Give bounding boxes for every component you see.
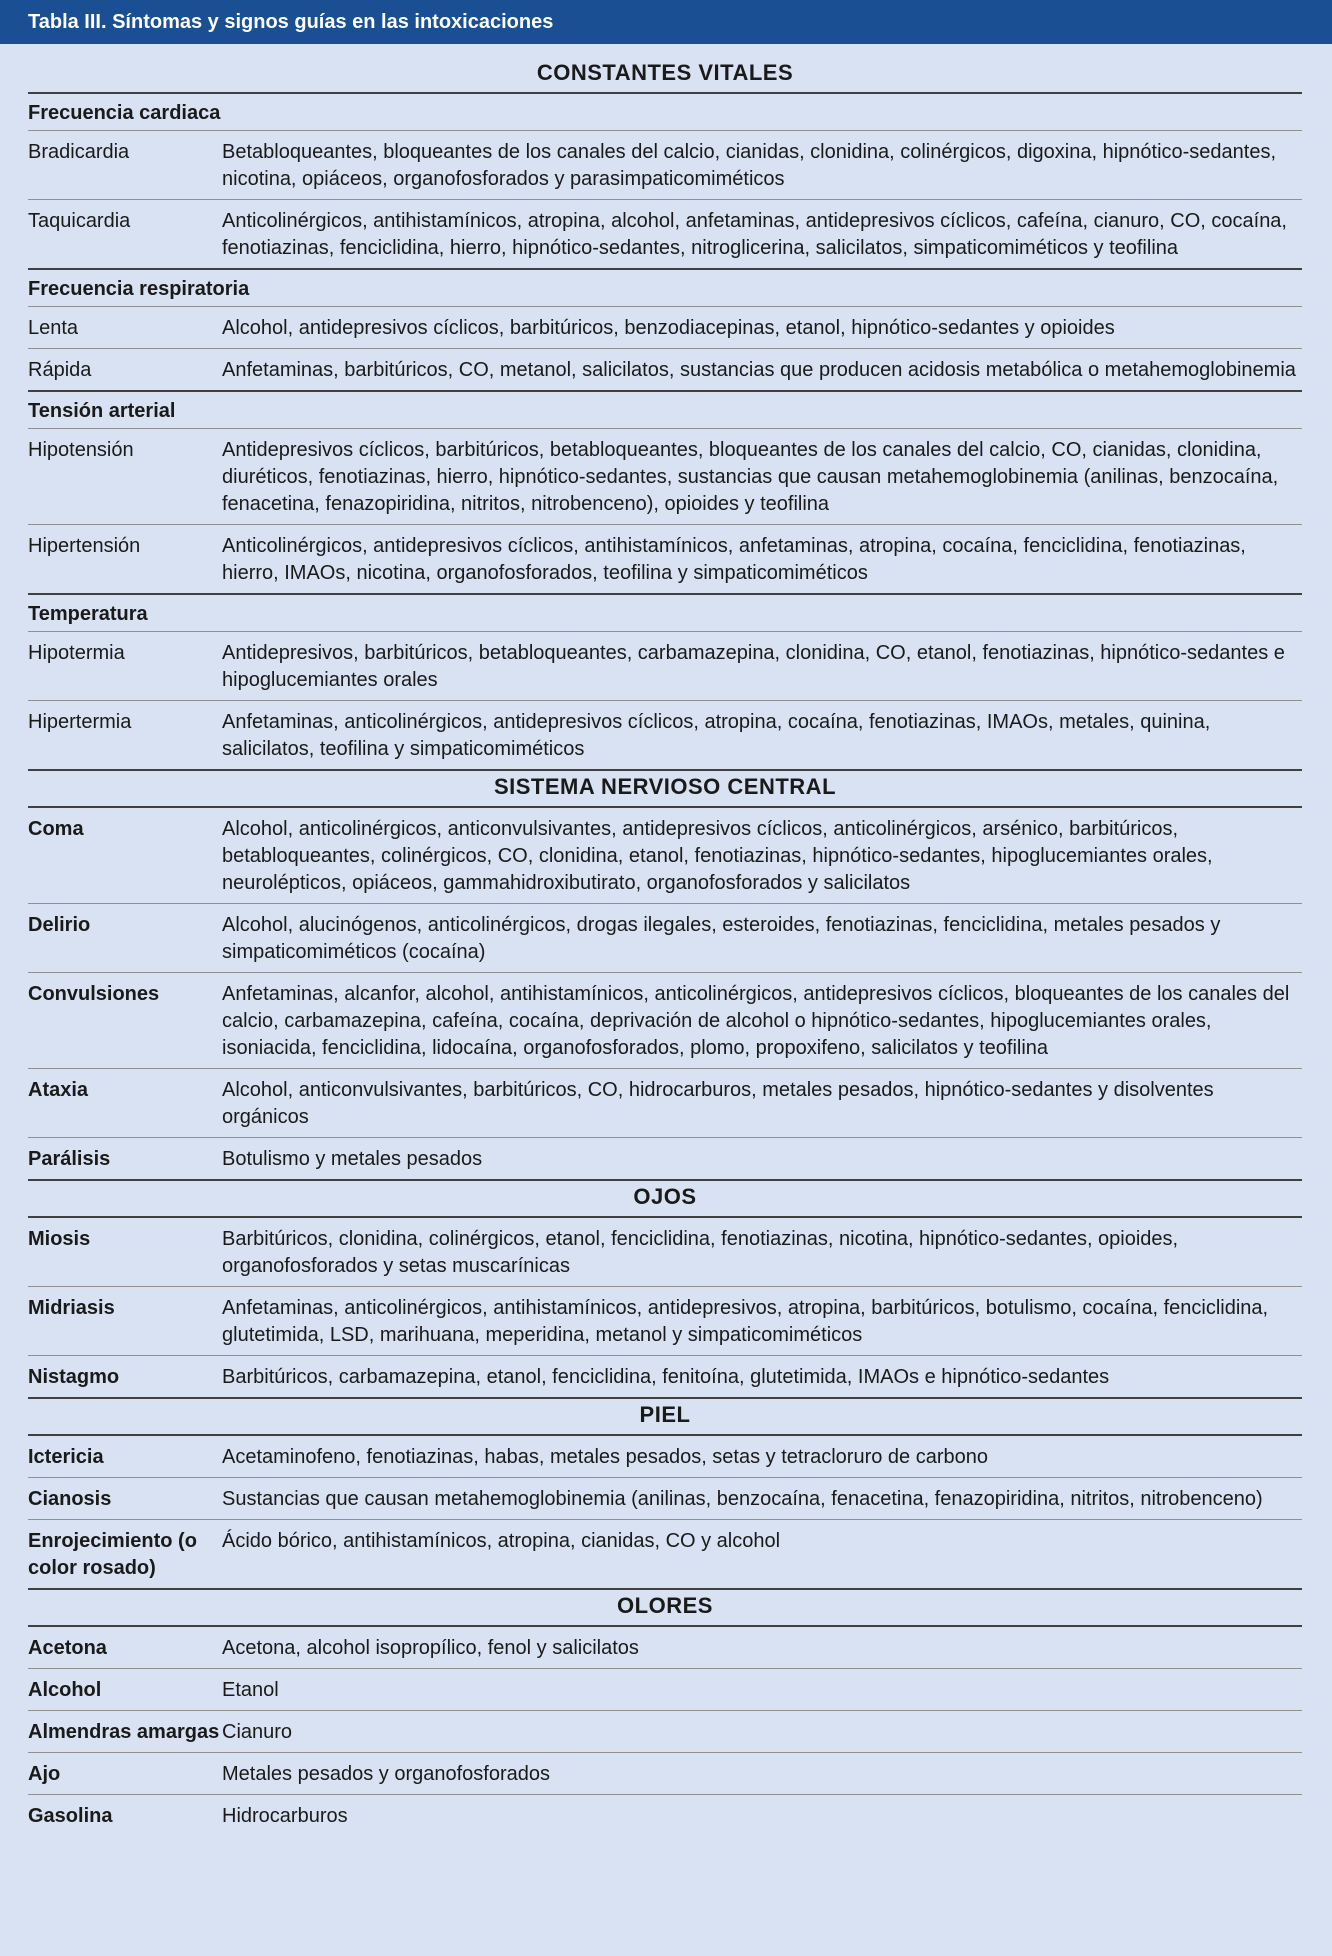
row-label: Parálisis <box>28 1148 111 1170</box>
row-text: Barbitúricos, clonidina, colinérgicos, etanol, fenciclidina, fenotiazinas, nicotina, hipnótico-sedantes, opioides, organofosforados y setas muscarínicas <box>222 1228 1179 1277</box>
table-row <box>28 904 1302 973</box>
row-text: Ácido bórico, antihistamínicos, atropina, cianidas, CO y alcohol <box>222 1530 781 1552</box>
table-row <box>28 1711 1302 1753</box>
row-label: Hipotermia <box>28 642 125 664</box>
section-heading-vitales: CONSTANTES VITALES <box>28 57 1302 94</box>
subheading-frecuencia-respiratoria: Frecuencia respiratoria <box>28 270 1302 307</box>
row-label: Bradicardia <box>28 141 130 163</box>
row-text: Etanol <box>222 1679 279 1701</box>
row-text: Anfetaminas, anticolinérgicos, antidepresivos cíclicos, atropina, cocaína, fenotiazinas, IMAOs, metales, quinina, salicilatos, teofilina y simpaticomiméticos <box>222 711 1211 760</box>
section-heading-ojos: OJOS <box>28 1181 1302 1218</box>
table-row <box>28 1356 1302 1399</box>
row-text: Alcohol, anticolinérgicos, anticonvulsivantes, antidepresivos cíclicos, anticolinérgicos, arsénico, barbitúricos, betabloqueantes, colinérgicos, CO, clonidina, etanol, fenotiazinas, hipnótico-sedantes, hipoglucemiantes orales, neurolépticos, opiáceos, gammahidroxibutirato, organofosforados y salicilatos <box>222 818 1213 894</box>
row-label: Cianosis <box>28 1488 112 1510</box>
row-text: Cianuro <box>222 1721 293 1743</box>
table-content <box>0 44 1332 1836</box>
row-text: Betabloqueantes, bloqueantes de los canales del calcio, cianidas, clonidina, colinérgicos, digoxina, hipnótico-sedantes, nicotina, opiáceos, organofosforados y parasimpaticomiméticos <box>222 141 1277 190</box>
table-row <box>28 1795 1302 1836</box>
row-text: Anfetaminas, alcanfor, alcohol, antihistamínicos, anticolinérgicos, antidepresivos cíclicos, bloqueantes de los canales del calcio, carbamazepina, cafeína, cocaína, deprivación de alcohol o hipnótico-sedantes, hipoglucemiantes orales, isoniacida, fenciclidina, lidocaína, organofosforados, plomo, propoxifeno, salicilatos y teofilina <box>222 983 1290 1059</box>
table-row <box>28 1627 1302 1669</box>
row-label: Rápida <box>28 359 92 381</box>
row-text: Anticolinérgicos, antidepresivos cíclicos, antihistamínicos, anfetaminas, atropina, cocaína, fenciclidina, fenotiazinas, hierro, IMAOs, nicotina, organofosforados, teofilina y simpaticomiméticos <box>222 535 1246 584</box>
row-text: Anfetaminas, anticolinérgicos, antihistamínicos, antidepresivos, atropina, barbitúricos, botulismo, cocaína, fenciclidina, glutetimida, LSD, marihuana, meperidina, metanol y simpaticomiméticos <box>222 1297 1269 1346</box>
table-row <box>28 307 1302 349</box>
row-text: Acetaminofeno, fenotiazinas, habas, metales pesados, setas y tetracloruro de carbono <box>222 1446 989 1468</box>
row-text: Antidepresivos cíclicos, barbitúricos, betabloqueantes, bloqueantes de los canales del calcio, CO, cianidas, clonidina, diuréticos, fenotiazinas, hierro, hipnótico-sedantes, sustancias que causan metahemoglobinemia (anilinas, benzocaína, fenacetina, fenazopiridina, nitritos, nitrobenceno), opioides y teofilina <box>222 439 1279 515</box>
table-title: Tabla III. Síntomas y signos guías en las intoxicaciones <box>0 0 1332 44</box>
row-label: Hipertensión <box>28 535 141 557</box>
table-row <box>28 973 1302 1069</box>
subheading-tension-arterial: Tensión arterial <box>28 392 1302 429</box>
table-row <box>28 701 1302 771</box>
table-row <box>28 1069 1302 1138</box>
table-row <box>28 1753 1302 1795</box>
row-label: Enrojecimiento (o color rosado) <box>28 1530 197 1579</box>
row-text: Barbitúricos, carbamazepina, etanol, fenciclidina, fenitoína, glutetimida, IMAOs e hipnótico-sedantes <box>222 1366 1110 1388</box>
table-row <box>28 808 1302 904</box>
table-row <box>28 1436 1302 1478</box>
table-row <box>28 1520 1302 1590</box>
table-row <box>28 1287 1302 1356</box>
row-text: Hidrocarburos <box>222 1805 348 1827</box>
table-row <box>28 1669 1302 1711</box>
row-text: Sustancias que causan metahemoglobinemia (anilinas, benzocaína, fenacetina, fenazopiridina, nitritos, nitrobenceno) <box>222 1488 1263 1510</box>
row-text: Antidepresivos, barbitúricos, betabloqueantes, carbamazepina, clonidina, CO, etanol, fenotiazinas, hipnótico-sedantes e hipoglucemiantes orales <box>222 642 1285 691</box>
row-text: Anticolinérgicos, antihistamínicos, atropina, alcohol, anfetaminas, antidepresivos cíclicos, cafeína, cianuro, CO, cocaína, fenotiazinas, fenciclidina, hierro, hipnótico-sedantes, nitroglicerina, salicilatos, simpaticomiméticos y teofilina <box>222 210 1287 259</box>
row-text: Anfetaminas, barbitúricos, CO, metanol, salicilatos, sustancias que producen acidosis metabólica o metahemoglobinemia <box>222 359 1296 381</box>
table-row <box>28 200 1302 270</box>
row-label: Alcohol <box>28 1679 102 1701</box>
row-label: Ajo <box>28 1763 61 1785</box>
section-heading-olores: OLORES <box>28 1590 1302 1627</box>
row-label: Acetona <box>28 1637 107 1659</box>
table-row <box>28 1478 1302 1520</box>
table-row <box>28 1138 1302 1181</box>
row-text: Acetona, alcohol isopropílico, fenol y salicilatos <box>222 1637 639 1659</box>
table-row <box>28 1218 1302 1287</box>
subheading-temperatura: Temperatura <box>28 595 1302 632</box>
row-label: Lenta <box>28 317 79 339</box>
row-label: Almendras amargas <box>28 1721 220 1743</box>
row-label: Gasolina <box>28 1805 113 1827</box>
row-label: Midriasis <box>28 1297 115 1319</box>
row-text: Alcohol, anticonvulsivantes, barbitúricos, CO, hidrocarburos, metales pesados, hipnótico-sedantes y disolventes orgánicos <box>222 1079 1214 1128</box>
table-row <box>28 131 1302 200</box>
row-label: Miosis <box>28 1228 91 1250</box>
row-text: Metales pesados y organofosforados <box>222 1763 550 1785</box>
table-row <box>28 525 1302 595</box>
row-label: Hipertermia <box>28 711 132 733</box>
subheading-frecuencia-cardiaca: Frecuencia cardiaca <box>28 94 1302 131</box>
row-label: Ictericia <box>28 1446 104 1468</box>
row-label: Delirio <box>28 914 91 936</box>
row-label: Convulsiones <box>28 983 160 1005</box>
table-row <box>28 429 1302 525</box>
row-label: Coma <box>28 818 84 840</box>
row-label: Hipotensión <box>28 439 134 461</box>
row-text: Alcohol, antidepresivos cíclicos, barbitúricos, benzodiacepinas, etanol, hipnótico-sedantes y opioides <box>222 317 1115 339</box>
section-heading-snc: SISTEMA NERVIOSO CENTRAL <box>28 771 1302 808</box>
row-text: Alcohol, alucinógenos, anticolinérgicos, drogas ilegales, esteroides, fenotiazinas, fenciclidina, metales pesados y simpaticomiméticos (cocaína) <box>222 914 1221 963</box>
table-row <box>28 349 1302 392</box>
row-label: Taquicardia <box>28 210 131 232</box>
row-label: Ataxia <box>28 1079 89 1101</box>
table-row <box>28 632 1302 701</box>
section-heading-piel: PIEL <box>28 1399 1302 1436</box>
row-text: Botulismo y metales pesados <box>222 1148 483 1170</box>
row-label: Nistagmo <box>28 1366 120 1388</box>
